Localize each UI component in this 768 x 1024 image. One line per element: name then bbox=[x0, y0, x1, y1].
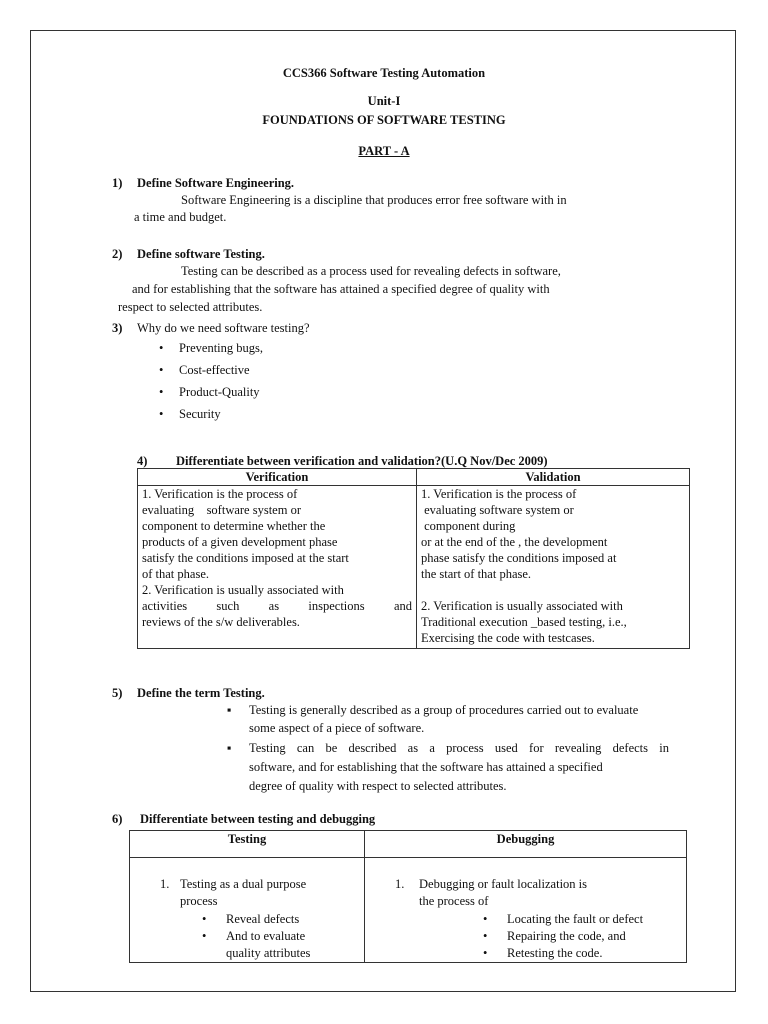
q2-line: respect to selected attributes. bbox=[118, 300, 263, 314]
cell-line: evaluating software system or bbox=[421, 503, 574, 517]
document-page bbox=[30, 30, 736, 992]
bullet-icon: • bbox=[202, 929, 207, 943]
q5-square-bullet: ▪ bbox=[227, 741, 232, 755]
q3-bullet-text: Security bbox=[179, 407, 221, 421]
q3-bullet bbox=[159, 406, 221, 422]
testing-header: Testing bbox=[130, 831, 365, 858]
q5-square-bullet: ▪ bbox=[227, 703, 232, 717]
validation-cell bbox=[417, 486, 690, 649]
cell-line: evaluating software system or bbox=[142, 503, 301, 517]
q1-line: a time and budget. bbox=[134, 210, 227, 224]
cell-line: products of a given development phase bbox=[142, 535, 338, 549]
debugging-cell bbox=[365, 858, 687, 963]
bullet-icon: • bbox=[483, 912, 488, 926]
testing-debugging-table bbox=[129, 830, 687, 963]
unit-title: FOUNDATIONS OF SOFTWARE TESTING bbox=[262, 113, 506, 127]
q5-number: 5) bbox=[112, 686, 123, 700]
debugging-item-number: 1. bbox=[395, 877, 405, 891]
q1-title: Define Software Engineering. bbox=[137, 176, 295, 190]
cell-line: activities such as inspections and bbox=[142, 599, 412, 613]
q5-item-line: Testing can be described as a process used for revealing defects in bbox=[249, 741, 669, 755]
part-heading: PART - A bbox=[358, 144, 410, 158]
cell-line: 2. Verification is usually associated with bbox=[142, 583, 344, 597]
q5-item-wrap bbox=[249, 740, 669, 756]
verification-cell bbox=[138, 486, 417, 649]
testing-cell bbox=[130, 858, 365, 963]
debugging-item-line: Debugging or fault localization is bbox=[419, 877, 588, 891]
debugging-item-line: the process of bbox=[419, 894, 489, 908]
q3-bullet-text: Preventing bugs, bbox=[179, 341, 264, 355]
q1-line: Software Engineering is a discipline that produces error free software with in bbox=[181, 193, 567, 207]
q4-number: 4) bbox=[137, 454, 148, 468]
q2-title: Define software Testing. bbox=[137, 247, 265, 261]
cell-line: phase satisfy the conditions imposed at bbox=[421, 551, 617, 565]
q1-number: 1) bbox=[112, 176, 123, 190]
q5-title: Define the term Testing. bbox=[137, 686, 265, 700]
testing-bullet-text: And to evaluate bbox=[226, 929, 306, 943]
bullet-icon: • bbox=[159, 385, 164, 399]
debugging-bullet-text: Repairing the code, and bbox=[507, 929, 626, 943]
q6-title: Differentiate between testing and debugging bbox=[140, 812, 376, 826]
q3-bullet-text: Product-Quality bbox=[179, 385, 260, 399]
unit-label: Unit-I bbox=[367, 94, 401, 108]
course-title: CCS366 Software Testing Automation bbox=[282, 66, 486, 80]
debugging-header: Debugging bbox=[365, 831, 687, 858]
testing-bullet-text: quality attributes bbox=[226, 946, 311, 960]
q2-line: and for establishing that the software has attained a specified degree of quality with bbox=[132, 282, 550, 296]
q5-item-line: degree of quality with respect to selected attributes. bbox=[249, 779, 507, 793]
bullet-icon: • bbox=[159, 363, 164, 377]
part-heading-wrap bbox=[31, 143, 737, 159]
bullet-icon: • bbox=[483, 929, 488, 943]
verification-validation-table bbox=[137, 468, 690, 649]
cell-line: or at the end of the , the development bbox=[421, 535, 608, 549]
q2-number: 2) bbox=[112, 247, 123, 261]
cell-line: of that phase. bbox=[142, 567, 209, 581]
cell-line: 1. Verification is the process of bbox=[142, 487, 298, 501]
verification-header: Verification bbox=[138, 469, 417, 486]
q6-number: 6) bbox=[112, 812, 123, 826]
cell-line: component during bbox=[421, 519, 516, 533]
testing-item-line: process bbox=[180, 894, 218, 908]
testing-bullet-text: Reveal defects bbox=[226, 912, 300, 926]
q5-item-line: some aspect of a piece of software. bbox=[249, 721, 425, 735]
q3-bullet bbox=[159, 384, 260, 400]
q3-bullet bbox=[159, 362, 250, 378]
q3-title: Why do we need software testing? bbox=[137, 321, 310, 335]
validation-header: Validation bbox=[417, 469, 690, 486]
bullet-icon: • bbox=[159, 407, 164, 421]
debugging-bullet-text: Locating the fault or defect bbox=[507, 912, 644, 926]
cell-line: the start of that phase. bbox=[421, 567, 532, 581]
cell-line: reviews of the s/w deliverables. bbox=[142, 615, 300, 629]
bullet-icon: • bbox=[483, 946, 488, 960]
cell-line: 2. Verification is usually associated with bbox=[421, 599, 623, 613]
testing-item-line: Testing as a dual purpose bbox=[180, 877, 307, 891]
cell-line: Exercising the code with testcases. bbox=[421, 631, 595, 645]
testing-item-number: 1. bbox=[160, 877, 170, 891]
bullet-icon: • bbox=[159, 341, 164, 355]
q5-item-line: Testing is generally described as a group of procedures carried out to evaluate bbox=[249, 703, 639, 717]
cell-line: component to determine whether the bbox=[142, 519, 326, 533]
cell-line: satisfy the conditions imposed at the start bbox=[142, 551, 349, 565]
cell-line bbox=[421, 582, 685, 598]
cell-line: Traditional execution _based testing, i.e., bbox=[421, 615, 627, 629]
debugging-bullet-text: Retesting the code. bbox=[507, 946, 603, 960]
q5-item-line: software, and for establishing that the software has attained a specified bbox=[249, 760, 603, 774]
bullet-icon: • bbox=[202, 912, 207, 926]
q2-line: Testing can be described as a process used for revealing defects in software, bbox=[181, 264, 561, 278]
cell-line: 1. Verification is the process of bbox=[421, 487, 577, 501]
q4-title: Differentiate between verification and validation?(U.Q Nov/Dec 2009) bbox=[176, 454, 548, 468]
q3-bullet-text: Cost-effective bbox=[179, 363, 250, 377]
q3-bullet bbox=[159, 340, 263, 356]
q3-number: 3) bbox=[112, 321, 123, 335]
